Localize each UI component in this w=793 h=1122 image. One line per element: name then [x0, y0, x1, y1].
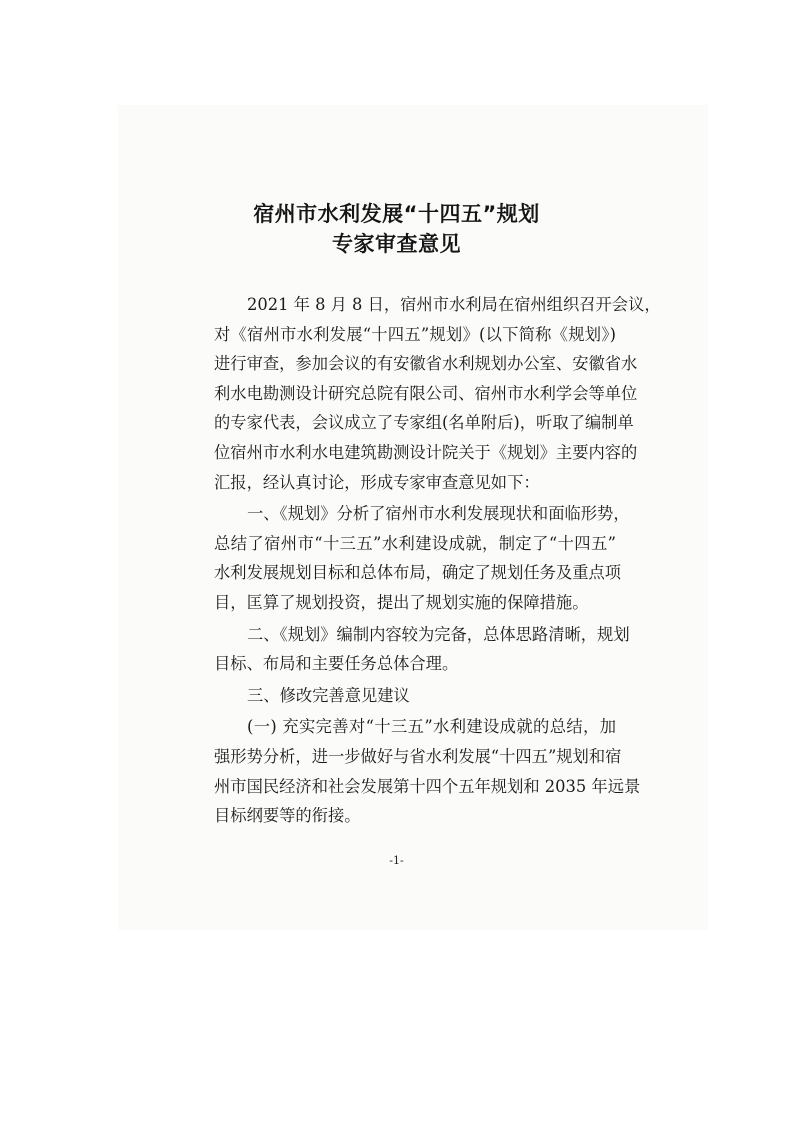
text-line: 水利发展规划目标和总体布局，确定了规划任务及重点项: [214, 563, 622, 583]
document-body: [214, 290, 661, 831]
text-line: 目标纲要等的衔接。: [214, 806, 361, 826]
text-line: 总结了宿州市“十三五”水利建设成就，制定了“十四五”: [214, 533, 616, 553]
paragraph-section-3-heading: [214, 681, 616, 711]
text-line: 汇报，经认真讨论，形成专家审查意见如下：: [214, 472, 540, 492]
text-line: 2021 年 8 月 8 日，宿州市水利局在宿州组织召开会议，: [247, 295, 661, 314]
document-title: 宿州市水利发展“十四五”规划: [253, 202, 540, 226]
document-subtitle: 专家审查意见: [332, 232, 461, 256]
page-number: -1-: [389, 854, 404, 867]
text-line: 一、《规划》分析了宿州市水利发展现状和面临形势，: [247, 504, 630, 524]
section-heading: 三、修改完善意见建议: [247, 685, 410, 705]
text-line: 目标、布局和主要任务总体合理。: [214, 654, 459, 674]
text-line: 的专家代表，会议成立了专家组(名单附后)，听取了编制单: [214, 413, 634, 433]
text-line: (一) 充实完善对“十三五”水利建设成就的总结，加: [247, 717, 616, 737]
text-line: 位宿州市水利水电建筑勘测设计院关于《规划》主要内容的: [214, 442, 638, 462]
text-line: 目，匡算了规划投资，提出了规划实施的保障措施。: [214, 592, 589, 612]
text-line: 对《宿州市水利发展“十四五”规划》(以下简称《规划》): [214, 324, 616, 344]
text-line: 二、《规划》编制内容较为完备，总体思路清晰，规划: [247, 624, 630, 644]
text-line: 州市国民经济和社会发展第十四个五年规划和 2035 年远景: [214, 776, 641, 796]
text-line: 进行审查，参加会议的有安徽省水利规划办公室、安徽省水: [214, 354, 638, 374]
paragraph-section-1: [214, 499, 630, 617]
paragraph-section-2: [214, 620, 630, 679]
text-line: 强形势分析，进一步做好与省水利发展“十四五”规划和宿: [214, 746, 622, 766]
paragraph-suggestion-1: [214, 712, 641, 830]
text-line: 利水电勘测设计研究总院有限公司、宿州市水利学会等单位: [214, 383, 638, 403]
paragraph-intro: [214, 290, 661, 497]
